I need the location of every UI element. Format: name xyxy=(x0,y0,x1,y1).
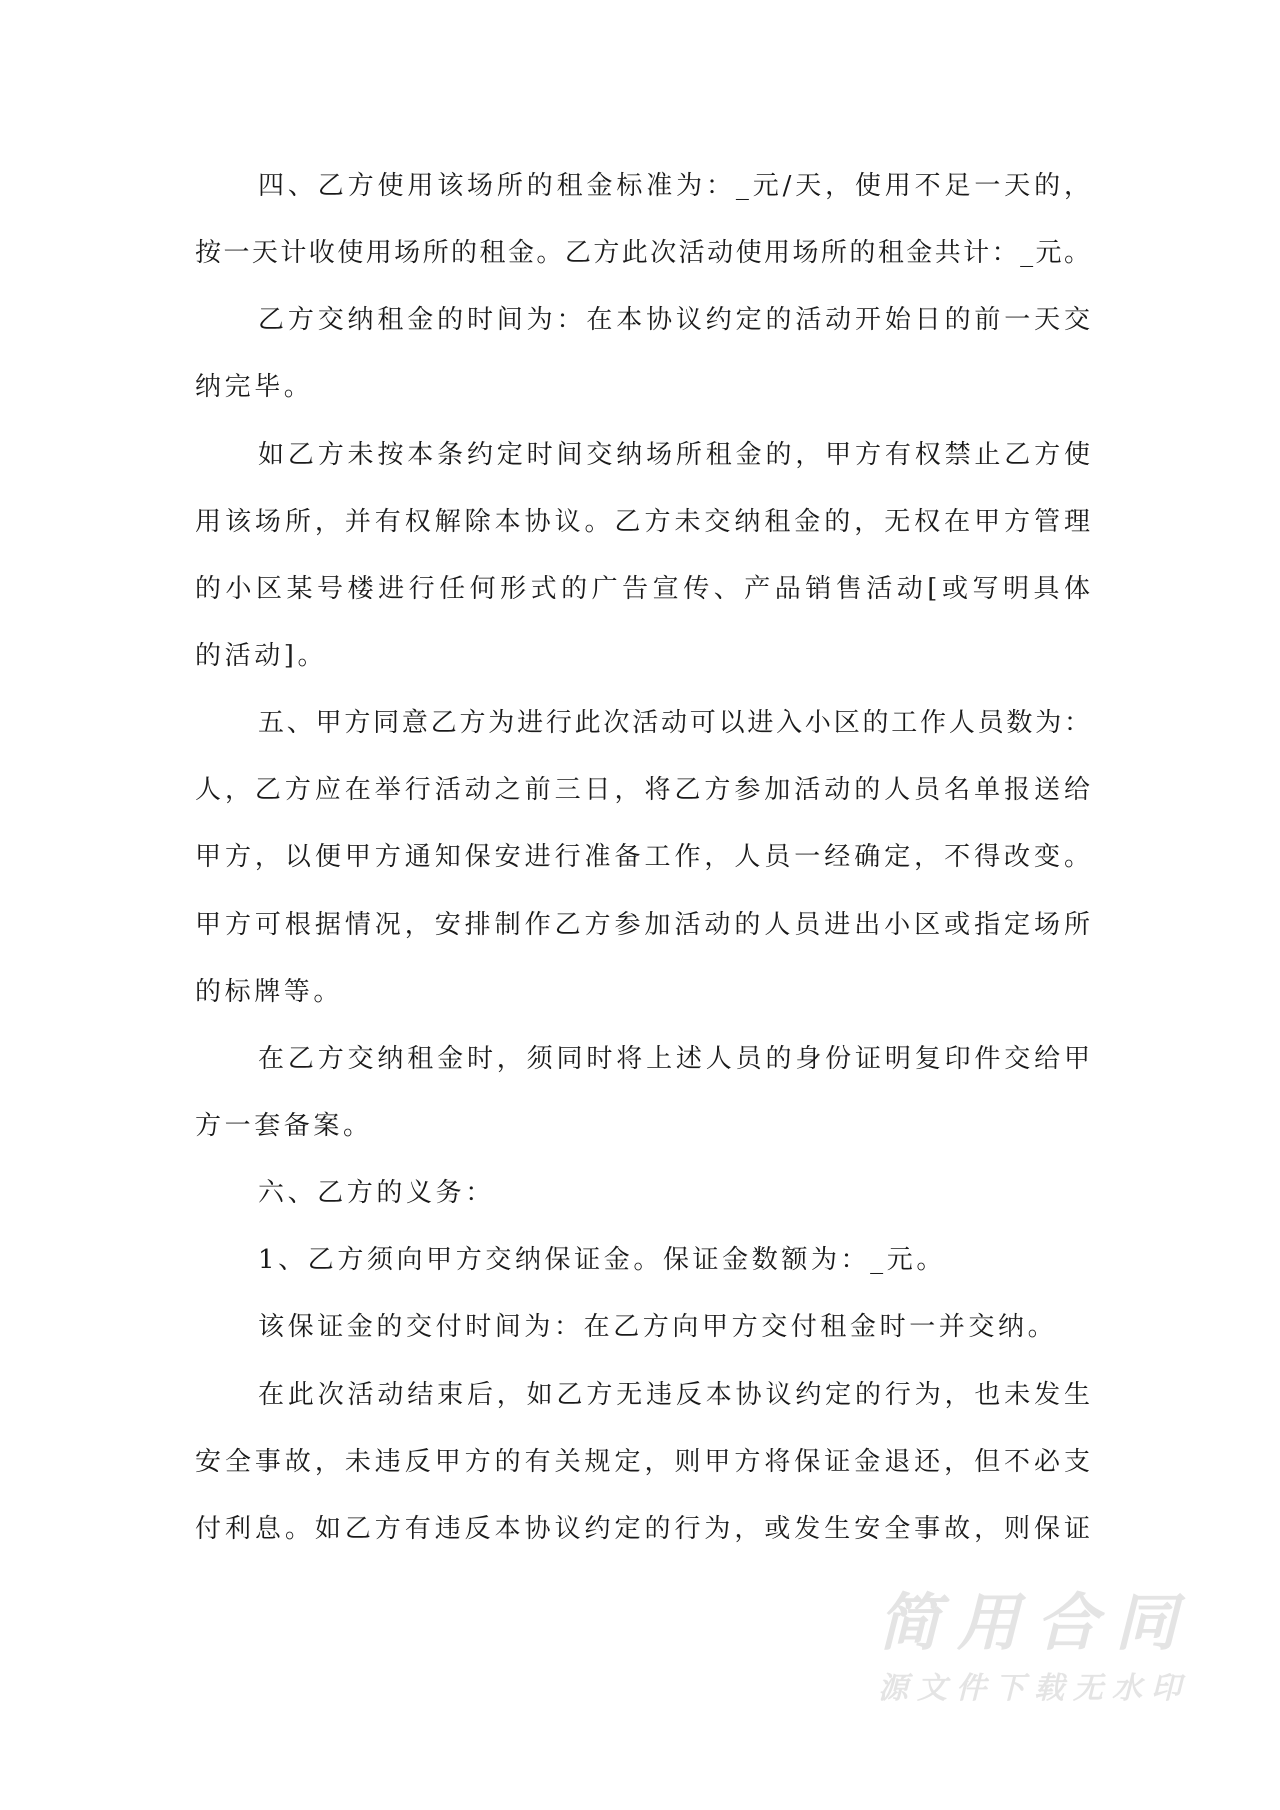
text-line: 用该场所，并有权解除本协议。乙方未交纳租金的，无权在甲方管理 xyxy=(195,506,1090,537)
text-line: 按一天计收使用场所的租金。乙方此次活动使用场所的租金共计：_元。 xyxy=(195,238,1090,269)
section-heading: 六、乙方的义务： xyxy=(258,1178,495,1209)
text-line: 甲方，以便甲方通知保安进行准备工作，人员一经确定，不得改变。 xyxy=(195,842,1090,873)
text-line: 四、乙方使用该场所的租金标准为：_元/天，使用不足一天的， xyxy=(258,171,1090,201)
text-line: 1、乙方须向甲方交纳保证金。保证金数额为：_元。 xyxy=(258,1245,946,1276)
text-line: 的标牌等。 xyxy=(195,976,344,1007)
watermark-title: 简用合同 xyxy=(878,1586,1183,1659)
text-line: 安全事故，未违反甲方的有关规定，则甲方将保证金退还，但不必支 xyxy=(195,1446,1090,1477)
text-line: 乙方交纳租金的时间为：在本协议约定的活动开始日的前一天交 xyxy=(258,305,1090,336)
text-line: 纳完毕。 xyxy=(195,372,314,403)
document-body xyxy=(195,153,1090,1563)
watermark-subtitle: 源文件下载无水印 xyxy=(878,1671,1183,1706)
text-line: 五、甲方同意乙方为进行此次活动可以进入小区的工作人员数为： xyxy=(258,708,1090,739)
text-line: 在乙方交纳租金时，须同时将上述人员的身份证明复印件交给甲 xyxy=(258,1043,1090,1074)
text-line: 的活动]。 xyxy=(195,640,328,671)
watermark xyxy=(878,1588,1183,1706)
text-line: 在此次活动结束后，如乙方无违反本协议约定的行为，也未发生 xyxy=(258,1379,1090,1410)
text-line: 方一套备案。 xyxy=(195,1110,373,1141)
text-line: 的小区某号楼进行任何形式的广告宣传、产品销售活动[或写明具体 xyxy=(195,573,1090,604)
text-line: 甲方可根据情况，安排制作乙方参加活动的人员进出小区或指定场所 xyxy=(195,909,1090,940)
text-line: 人，乙方应在举行活动之前三日，将乙方参加活动的人员名单报送给 xyxy=(195,775,1090,806)
text-line: 该保证金的交付时间为：在乙方向甲方交付租金时一并交纳。 xyxy=(258,1312,1058,1343)
text-line: 付利息。如乙方有违反本协议约定的行为，或发生安全事故，则保证 xyxy=(195,1513,1090,1544)
text-line: 如乙方未按本条约定时间交纳场所租金的，甲方有权禁止乙方使 xyxy=(258,439,1090,470)
